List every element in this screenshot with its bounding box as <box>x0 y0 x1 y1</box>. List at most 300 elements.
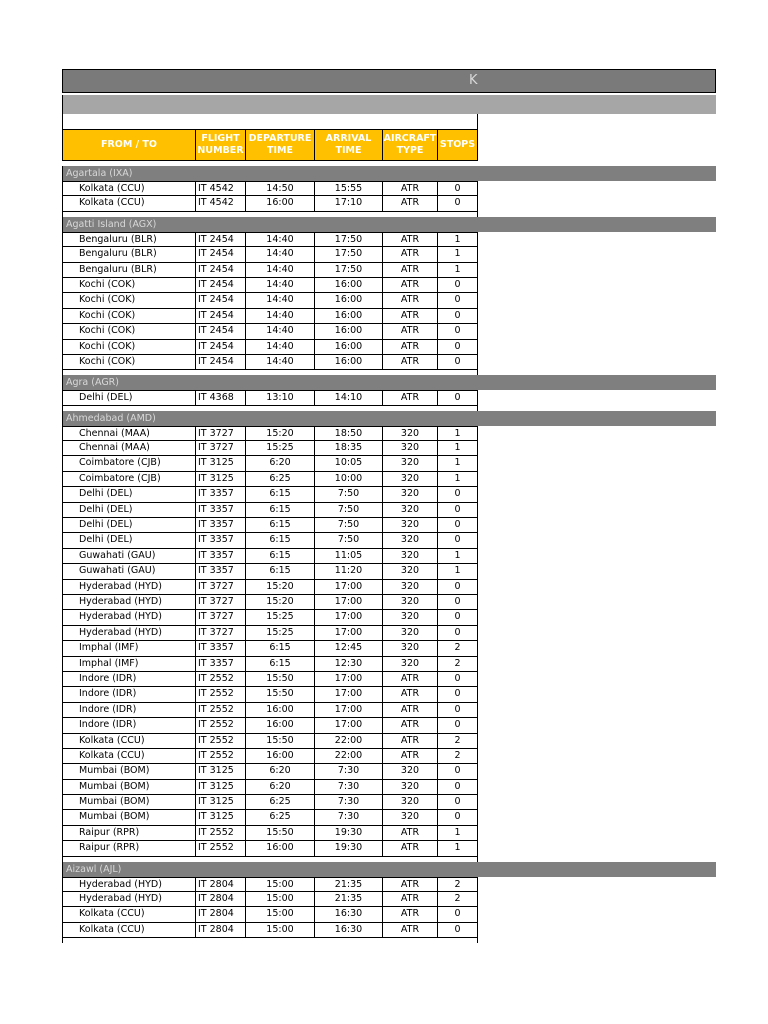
table-row <box>62 795 478 810</box>
cell-from-to: Kolkata (CCU) <box>63 196 196 210</box>
cell-stops: 1 <box>454 263 461 275</box>
table-row <box>62 232 478 247</box>
cell-flight-number: IT 2454 <box>196 309 246 323</box>
cell-stops: 0 <box>454 595 461 607</box>
cell-from-to: Chennai (MAA) <box>63 427 196 440</box>
cell-from-to: Kolkata (CCU) <box>63 182 196 195</box>
cell-aircraft: 320 <box>383 610 438 624</box>
cell-arrival: 17:00 <box>315 626 383 640</box>
cell-departure: 15:50 <box>246 826 315 840</box>
cell-departure: 16:00 <box>246 841 315 855</box>
cell-from-to: Kolkata (CCU) <box>63 749 196 763</box>
table-row <box>62 564 478 579</box>
cell-stops: 0 <box>454 626 461 638</box>
table-row <box>62 324 478 339</box>
cell-flight-number: IT 2552 <box>196 841 246 855</box>
cell-departure: 14:40 <box>246 263 315 277</box>
cell-stops: 2 <box>454 734 461 746</box>
cell-aircraft: ATR <box>383 703 438 717</box>
cell-flight-number: IT 2552 <box>196 826 246 840</box>
cell-stops: 0 <box>454 719 461 731</box>
table-row <box>62 687 478 702</box>
table-row <box>62 610 478 625</box>
cell-from-to: Kochi (COK) <box>63 278 196 292</box>
cell-stops: 1 <box>454 842 461 854</box>
cell-stops: 2 <box>454 642 461 654</box>
cell-stops: 0 <box>454 325 461 337</box>
group-header: Agatti Island (AGX) <box>62 217 716 232</box>
cell-stops: 2 <box>454 657 461 669</box>
cell-arrival: 17:00 <box>315 610 383 624</box>
cell-arrival: 7:30 <box>315 795 383 809</box>
cell-aircraft: ATR <box>383 324 438 338</box>
cell-stops: 0 <box>454 534 461 546</box>
table-row <box>62 390 478 405</box>
cell-arrival: 17:00 <box>315 687 383 701</box>
cell-departure: 15:50 <box>246 734 315 748</box>
cell-stops: 1 <box>454 427 461 439</box>
spacer-row <box>62 114 478 129</box>
cell-from-to: Delhi (DEL) <box>63 533 196 547</box>
cell-from-to: Guwahati (GAU) <box>63 549 196 563</box>
cell-from-to: Guwahati (GAU) <box>63 564 196 578</box>
cell-flight-number: IT 4368 <box>196 391 246 404</box>
cell-aircraft: ATR <box>383 826 438 840</box>
cell-stops: 0 <box>454 780 461 792</box>
cell-arrival: 22:00 <box>315 749 383 763</box>
table-row <box>62 196 478 211</box>
cell-flight-number: IT 2552 <box>196 734 246 748</box>
cell-departure: 6:15 <box>246 657 315 671</box>
table-row <box>62 309 478 324</box>
cell-flight-number: IT 2454 <box>196 340 246 354</box>
cell-arrival: 16:30 <box>315 907 383 921</box>
cell-flight-number: IT 2552 <box>196 703 246 717</box>
cell-arrival: 18:35 <box>315 441 383 455</box>
cell-aircraft: 320 <box>383 795 438 809</box>
cell-from-to: Hyderabad (HYD) <box>63 878 196 891</box>
cell-stops: 1 <box>454 565 461 577</box>
cell-departure: 15:20 <box>246 595 315 609</box>
cell-arrival: 15:55 <box>315 182 383 195</box>
group-spacer <box>62 938 478 943</box>
cell-flight-number: IT 3357 <box>196 503 246 517</box>
cell-arrival: 17:50 <box>315 263 383 277</box>
cell-flight-number: IT 3727 <box>196 595 246 609</box>
cell-departure: 14:40 <box>246 247 315 261</box>
cell-flight-number: IT 3125 <box>196 795 246 809</box>
table-row <box>62 181 478 196</box>
cell-arrival: 17:10 <box>315 196 383 210</box>
cell-departure: 14:40 <box>246 309 315 323</box>
table-row <box>62 487 478 502</box>
group-header: Aizawl (AJL) <box>62 862 716 877</box>
table-row <box>62 595 478 610</box>
table-row <box>62 734 478 749</box>
cell-stops: 1 <box>454 442 461 454</box>
cell-stops: 1 <box>454 472 461 484</box>
group-header: Agartala (IXA) <box>62 166 716 181</box>
table-row <box>62 672 478 687</box>
header-aircraft-type: AIRCRAFT TYPE <box>383 130 438 160</box>
subtitle-bar <box>62 95 716 114</box>
cell-aircraft: ATR <box>383 196 438 210</box>
cell-aircraft: ATR <box>383 340 438 354</box>
cell-from-to: Bengaluru (BLR) <box>63 263 196 277</box>
cell-from-to: Delhi (DEL) <box>63 487 196 501</box>
cell-aircraft: 320 <box>383 549 438 563</box>
cell-stops: 2 <box>454 878 461 890</box>
cell-flight-number: IT 3727 <box>196 441 246 455</box>
cell-flight-number: IT 3727 <box>196 427 246 440</box>
table-row <box>62 456 478 471</box>
cell-departure: 15:25 <box>246 626 315 640</box>
table-row <box>62 441 478 456</box>
cell-aircraft: 320 <box>383 518 438 532</box>
cell-stops: 1 <box>454 233 461 245</box>
cell-arrival: 7:50 <box>315 503 383 517</box>
cell-departure: 15:00 <box>246 892 315 906</box>
cell-arrival: 11:05 <box>315 549 383 563</box>
cell-arrival: 16:00 <box>315 324 383 338</box>
cell-stops: 0 <box>454 580 461 592</box>
cell-arrival: 16:00 <box>315 293 383 307</box>
cell-aircraft: 320 <box>383 503 438 517</box>
cell-aircraft: ATR <box>383 892 438 906</box>
cell-arrival: 12:45 <box>315 641 383 655</box>
cell-aircraft: 320 <box>383 472 438 486</box>
cell-departure: 6:15 <box>246 564 315 578</box>
cell-from-to: Mumbai (BOM) <box>63 810 196 824</box>
cell-aircraft: ATR <box>383 247 438 261</box>
cell-aircraft: ATR <box>383 923 438 937</box>
table-row <box>62 340 478 355</box>
cell-flight-number: IT 2804 <box>196 907 246 921</box>
cell-flight-number: IT 2552 <box>196 672 246 686</box>
cell-aircraft: 320 <box>383 456 438 470</box>
cell-arrival: 16:00 <box>315 355 383 369</box>
cell-arrival: 7:30 <box>315 810 383 824</box>
cell-arrival: 7:50 <box>315 487 383 501</box>
cell-from-to: Indore (IDR) <box>63 687 196 701</box>
table-row <box>62 718 478 733</box>
cell-stops: 0 <box>454 392 461 404</box>
cell-aircraft: 320 <box>383 580 438 594</box>
cell-flight-number: IT 3125 <box>196 456 246 470</box>
cell-arrival: 21:35 <box>315 892 383 906</box>
cell-from-to: Hyderabad (HYD) <box>63 626 196 640</box>
cell-departure: 13:10 <box>246 391 315 404</box>
cell-flight-number: IT 2552 <box>196 687 246 701</box>
cell-departure: 16:00 <box>246 718 315 732</box>
header-flight-number: FLIGHT NUMBER <box>196 130 246 160</box>
cell-stops: 0 <box>454 811 461 823</box>
cell-departure: 15:25 <box>246 610 315 624</box>
cell-flight-number: IT 3357 <box>196 549 246 563</box>
cell-from-to: Hyderabad (HYD) <box>63 892 196 906</box>
cell-flight-number: IT 3357 <box>196 641 246 655</box>
cell-departure: 14:40 <box>246 278 315 292</box>
table-row <box>62 657 478 672</box>
cell-arrival: 18:50 <box>315 427 383 440</box>
cell-flight-number: IT 3727 <box>196 626 246 640</box>
cell-flight-number: IT 2552 <box>196 749 246 763</box>
cell-from-to: Indore (IDR) <box>63 718 196 732</box>
cell-departure: 16:00 <box>246 749 315 763</box>
cell-flight-number: IT 2454 <box>196 278 246 292</box>
cell-stops: 0 <box>454 488 461 500</box>
cell-from-to: Delhi (DEL) <box>63 518 196 532</box>
cell-flight-number: IT 2454 <box>196 233 246 246</box>
cell-flight-number: IT 2804 <box>196 892 246 906</box>
cell-from-to: Kochi (COK) <box>63 340 196 354</box>
cell-aircraft: ATR <box>383 841 438 855</box>
cell-arrival: 17:00 <box>315 580 383 594</box>
cell-departure: 14:40 <box>246 324 315 338</box>
cell-arrival: 17:50 <box>315 233 383 246</box>
cell-flight-number: IT 3357 <box>196 533 246 547</box>
table-row <box>62 247 478 262</box>
cell-from-to: Kolkata (CCU) <box>63 907 196 921</box>
cell-from-to: Imphal (IMF) <box>63 641 196 655</box>
table-row <box>62 764 478 779</box>
table-row <box>62 641 478 656</box>
cell-from-to: Bengaluru (BLR) <box>63 233 196 246</box>
table-row <box>62 533 478 548</box>
cell-arrival: 10:00 <box>315 472 383 486</box>
cell-departure: 6:15 <box>246 641 315 655</box>
table-row <box>62 278 478 293</box>
cell-departure: 15:20 <box>246 427 315 440</box>
cell-stops: 1 <box>454 248 461 260</box>
cell-flight-number: IT 2454 <box>196 247 246 261</box>
cell-flight-number: IT 3125 <box>196 810 246 824</box>
cell-from-to: Kochi (COK) <box>63 293 196 307</box>
cell-aircraft: 320 <box>383 641 438 655</box>
cell-stops: 0 <box>454 309 461 321</box>
table-row <box>62 355 478 370</box>
cell-aircraft: 320 <box>383 441 438 455</box>
cell-aircraft: ATR <box>383 391 438 404</box>
title-text: K <box>469 73 478 88</box>
table-row <box>62 841 478 856</box>
cell-aircraft: 320 <box>383 595 438 609</box>
cell-stops: 0 <box>454 340 461 352</box>
table-row <box>62 907 478 922</box>
cell-flight-number: IT 3727 <box>196 610 246 624</box>
title-bar <box>62 69 716 93</box>
cell-flight-number: IT 2454 <box>196 355 246 369</box>
cell-departure: 14:40 <box>246 355 315 369</box>
cell-arrival: 21:35 <box>315 878 383 891</box>
group-header: Agra (AGR) <box>62 375 716 390</box>
cell-from-to: Kolkata (CCU) <box>63 734 196 748</box>
cell-stops: 0 <box>454 278 461 290</box>
table-row <box>62 892 478 907</box>
cell-aircraft: ATR <box>383 182 438 195</box>
table-row <box>62 426 478 441</box>
cell-stops: 2 <box>454 749 461 761</box>
cell-departure: 14:50 <box>246 182 315 195</box>
table-row <box>62 923 478 938</box>
cell-stops: 1 <box>454 549 461 561</box>
cell-departure: 15:50 <box>246 672 315 686</box>
cell-stops: 0 <box>454 688 461 700</box>
table-row <box>62 780 478 795</box>
cell-aircraft: ATR <box>383 672 438 686</box>
cell-departure: 6:20 <box>246 780 315 794</box>
cell-aircraft: ATR <box>383 749 438 763</box>
cell-arrival: 17:00 <box>315 718 383 732</box>
cell-stops: 0 <box>454 519 461 531</box>
header-from-to: FROM / TO <box>63 130 196 160</box>
cell-departure: 6:15 <box>246 549 315 563</box>
table-row <box>62 749 478 764</box>
cell-arrival: 17:50 <box>315 247 383 261</box>
cell-from-to: Hyderabad (HYD) <box>63 595 196 609</box>
cell-departure: 15:00 <box>246 878 315 891</box>
cell-from-to: Kochi (COK) <box>63 324 196 338</box>
cell-aircraft: ATR <box>383 355 438 369</box>
table-row <box>62 703 478 718</box>
cell-from-to: Hyderabad (HYD) <box>63 610 196 624</box>
cell-arrival: 16:30 <box>315 923 383 937</box>
table-row <box>62 810 478 825</box>
schedule-body <box>62 166 716 943</box>
cell-departure: 6:25 <box>246 795 315 809</box>
cell-stops: 0 <box>454 796 461 808</box>
cell-aircraft: ATR <box>383 309 438 323</box>
cell-aircraft: 320 <box>383 764 438 778</box>
cell-departure: 6:15 <box>246 487 315 501</box>
cell-aircraft: 320 <box>383 810 438 824</box>
cell-flight-number: IT 4542 <box>196 196 246 210</box>
cell-aircraft: ATR <box>383 233 438 246</box>
cell-from-to: Bengaluru (BLR) <box>63 247 196 261</box>
table-row <box>62 263 478 278</box>
cell-arrival: 10:05 <box>315 456 383 470</box>
table-row <box>62 626 478 641</box>
cell-aircraft: ATR <box>383 687 438 701</box>
cell-aircraft: ATR <box>383 734 438 748</box>
cell-arrival: 16:00 <box>315 340 383 354</box>
cell-stops: 0 <box>454 908 461 920</box>
cell-flight-number: IT 4542 <box>196 182 246 195</box>
cell-arrival: 12:30 <box>315 657 383 671</box>
table-row <box>62 503 478 518</box>
cell-departure: 15:25 <box>246 441 315 455</box>
cell-departure: 15:20 <box>246 580 315 594</box>
cell-stops: 0 <box>454 197 461 209</box>
table-row <box>62 877 478 892</box>
cell-from-to: Hyderabad (HYD) <box>63 580 196 594</box>
cell-stops: 1 <box>454 826 461 838</box>
cell-flight-number: IT 3357 <box>196 518 246 532</box>
cell-from-to: Coimbatore (CJB) <box>63 472 196 486</box>
cell-from-to: Imphal (IMF) <box>63 657 196 671</box>
cell-departure: 14:40 <box>246 233 315 246</box>
cell-flight-number: IT 2552 <box>196 718 246 732</box>
cell-flight-number: IT 2804 <box>196 923 246 937</box>
table-header <box>62 129 478 161</box>
cell-arrival: 17:00 <box>315 672 383 686</box>
cell-departure: 15:00 <box>246 907 315 921</box>
cell-arrival: 7:30 <box>315 764 383 778</box>
cell-from-to: Chennai (MAA) <box>63 441 196 455</box>
cell-stops: 0 <box>454 611 461 623</box>
cell-aircraft: 320 <box>383 533 438 547</box>
cell-arrival: 17:00 <box>315 703 383 717</box>
cell-from-to: Mumbai (BOM) <box>63 764 196 778</box>
cell-departure: 6:20 <box>246 456 315 470</box>
table-row <box>62 518 478 533</box>
cell-flight-number: IT 3357 <box>196 564 246 578</box>
table-row <box>62 826 478 841</box>
table-row <box>62 472 478 487</box>
group-header: Ahmedabad (AMD) <box>62 411 716 426</box>
cell-flight-number: IT 3357 <box>196 657 246 671</box>
cell-stops: 1 <box>454 457 461 469</box>
cell-from-to: Kolkata (CCU) <box>63 923 196 937</box>
cell-stops: 0 <box>454 765 461 777</box>
cell-stops: 0 <box>454 503 461 515</box>
cell-departure: 16:00 <box>246 196 315 210</box>
cell-departure: 6:25 <box>246 810 315 824</box>
cell-arrival: 7:30 <box>315 780 383 794</box>
cell-stops: 0 <box>454 294 461 306</box>
cell-arrival: 7:50 <box>315 533 383 547</box>
cell-aircraft: 320 <box>383 657 438 671</box>
cell-stops: 0 <box>454 923 461 935</box>
cell-flight-number: IT 2454 <box>196 324 246 338</box>
cell-departure: 16:00 <box>246 703 315 717</box>
cell-flight-number: IT 3727 <box>196 580 246 594</box>
cell-arrival: 17:00 <box>315 595 383 609</box>
cell-from-to: Kochi (COK) <box>63 309 196 323</box>
cell-from-to: Kochi (COK) <box>63 355 196 369</box>
cell-aircraft: ATR <box>383 278 438 292</box>
cell-departure: 14:40 <box>246 340 315 354</box>
cell-flight-number: IT 3125 <box>196 780 246 794</box>
cell-stops: 0 <box>454 183 461 194</box>
cell-stops: 0 <box>454 672 461 684</box>
cell-from-to: Raipur (RPR) <box>63 826 196 840</box>
cell-aircraft: 320 <box>383 487 438 501</box>
cell-from-to: Delhi (DEL) <box>63 391 196 404</box>
cell-from-to: Mumbai (BOM) <box>63 780 196 794</box>
cell-stops: 2 <box>454 893 461 905</box>
header-arrival-time: ARRIVAL TIME <box>315 130 383 160</box>
cell-departure: 6:20 <box>246 764 315 778</box>
cell-arrival: 16:00 <box>315 309 383 323</box>
cell-from-to: Coimbatore (CJB) <box>63 456 196 470</box>
cell-aircraft: 320 <box>383 780 438 794</box>
cell-from-to: Indore (IDR) <box>63 703 196 717</box>
cell-flight-number: IT 3125 <box>196 472 246 486</box>
cell-arrival: 19:30 <box>315 826 383 840</box>
cell-aircraft: ATR <box>383 293 438 307</box>
cell-stops: 0 <box>454 355 461 367</box>
cell-arrival: 7:50 <box>315 518 383 532</box>
cell-flight-number: IT 2804 <box>196 878 246 891</box>
cell-aircraft: 320 <box>383 564 438 578</box>
cell-departure: 6:15 <box>246 503 315 517</box>
cell-flight-number: IT 2454 <box>196 263 246 277</box>
cell-aircraft: ATR <box>383 878 438 891</box>
cell-aircraft: ATR <box>383 907 438 921</box>
table-row <box>62 580 478 595</box>
cell-aircraft: ATR <box>383 718 438 732</box>
